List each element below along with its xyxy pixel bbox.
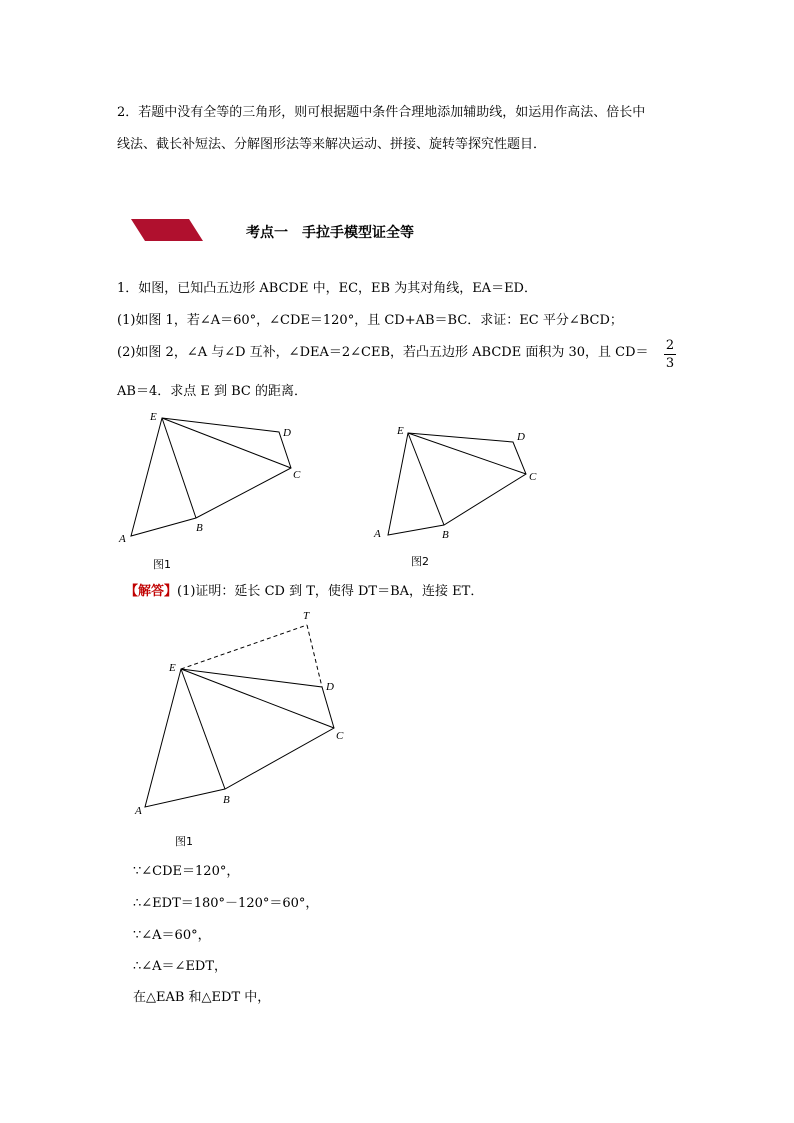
answer-tag: 【解答】	[125, 584, 178, 599]
fig3-label-a: A	[135, 805, 142, 817]
fig1-label-e: E	[150, 411, 157, 423]
fig3-label-d: D	[326, 681, 334, 693]
fig3-label-b: B	[223, 794, 230, 806]
fig1-label-c: C	[293, 469, 301, 481]
fraction-bar	[664, 354, 676, 355]
solution-step-1: ∵∠CDE＝120°，	[133, 864, 240, 879]
figure-1-aux-caption: 图1	[175, 835, 193, 848]
figure-1-caption: 图1	[153, 558, 171, 571]
fig3-label-t: T	[303, 610, 310, 622]
intro-line-2: 线法、截长补短法、分解图形法等来解决运动、拼接、旋转等探究性题目．	[117, 137, 547, 152]
fraction-numerator: 2	[665, 338, 675, 353]
fig2-label-e: E	[397, 425, 404, 437]
problem-part-2-continued: AB＝4．求点 E 到 BC 的距离．	[117, 384, 307, 399]
figure-1-pentagon	[110, 405, 320, 545]
section-heading-title: 手拉手模型证全等	[302, 225, 414, 241]
section-heading	[246, 222, 414, 242]
solution-step-3: ∵∠A＝60°，	[133, 928, 211, 943]
fig1-label-d: D	[283, 427, 291, 439]
intro-line-1: 2．若题中没有全等的三角形，则可根据题中条件合理地添加辅助线，如运用作高法、倍长中	[117, 105, 646, 120]
solution-step-2: ∴∠EDT＝180°－120°＝60°，	[133, 896, 319, 911]
answer-lead-line	[125, 582, 483, 602]
problem-part-1: (1)如图 1，若∠A＝60°，∠CDE＝120°，且 CD+AB＝BC．求证：EC 平分∠BCD；	[117, 313, 623, 328]
fig2-label-a: A	[374, 528, 381, 540]
section-banner-shape	[131, 219, 203, 241]
fig3-label-c: C	[336, 730, 344, 742]
figure-2-caption: 图2	[411, 555, 429, 568]
answer-lead: (1)证明：延长 CD 到 T，使得 DT＝BA，连接 ET．	[177, 584, 484, 599]
fraction-denominator: 3	[665, 356, 675, 371]
section-heading-prefix: 考点一	[246, 225, 288, 241]
solution-step-5: 在△EAB 和△EDT 中，	[133, 990, 271, 1005]
figure-1-auxiliary	[125, 605, 365, 820]
fraction-two-thirds	[663, 338, 677, 371]
fig2-label-b: B	[442, 529, 449, 541]
fig1-label-a: A	[119, 533, 126, 545]
fig1-label-b: B	[196, 522, 203, 534]
fig2-label-c: C	[529, 471, 537, 483]
fig3-label-e: E	[169, 662, 176, 674]
figure-2-pentagon	[365, 418, 555, 543]
fig2-label-d: D	[517, 431, 525, 443]
problem-part-2: (2)如图 2，∠A 与∠D 互补，∠DEA＝2∠CEB，若凸五边形 ABCDE 面积为 30，且 CD＝	[117, 345, 649, 360]
problem-stem: 1．如图，已知凸五边形 ABCDE 中，EC，EB 为其对角线，EA＝ED．	[117, 281, 537, 296]
solution-step-4: ∴∠A＝∠EDT，	[133, 959, 228, 974]
